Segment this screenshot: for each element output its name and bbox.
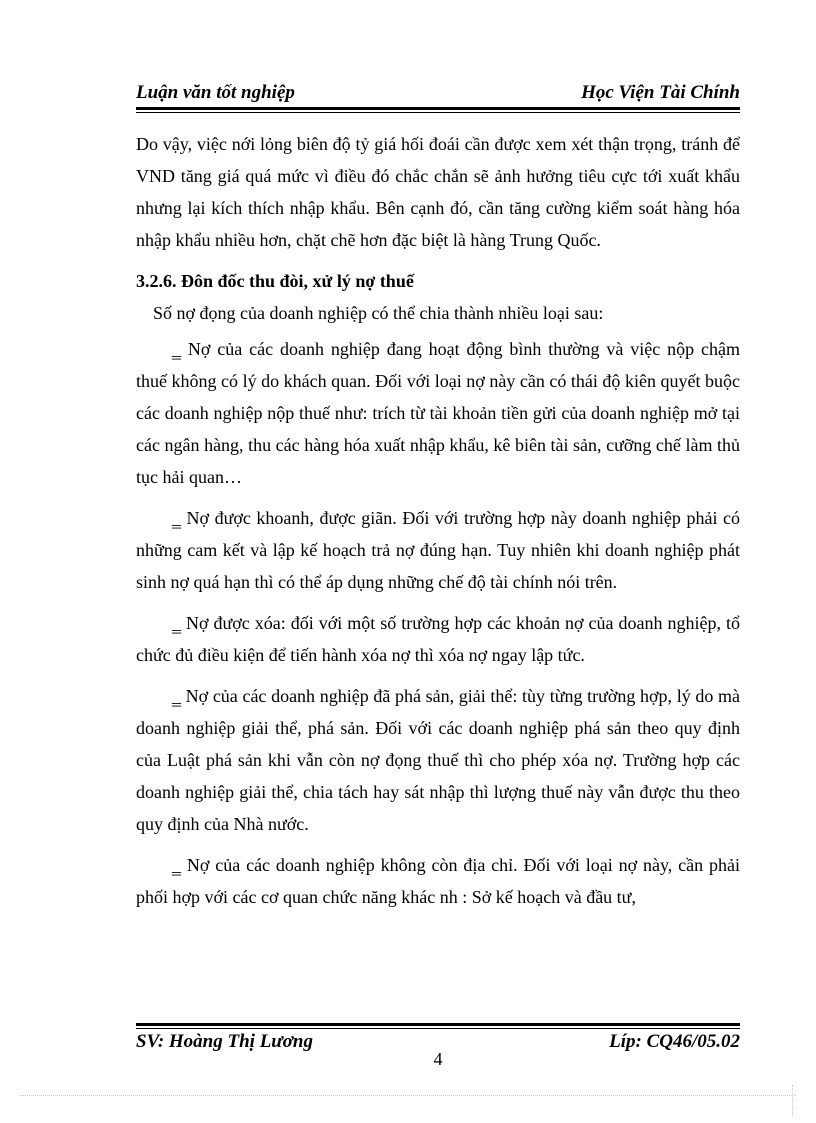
page-footer xyxy=(136,1023,740,1083)
paragraph-intro: Số nợ đọng của doanh nghiệp có thể chia thành nhiều loại sau: xyxy=(153,303,604,323)
page-body xyxy=(136,128,740,913)
page-number: 4 xyxy=(433,1049,443,1069)
footer-class-code: Líp: CQ46/05.02 xyxy=(609,1031,740,1052)
paragraph-exchange-rate: Do vậy, việc nới lỏng biên độ tỷ giá hối đoái cần được xem xét thận trọng, tránh để VND tăng giá quá mức vì điều đó chắc chắn sẽ ảnh hưởng tiêu cực tới xuất khẩu nhưng lại kích thích nhập khẩu. Bên cạnh đó, cần tăng cường kiểm soát hàng hóa nhập khẩu nhiều hơn, chặt chẽ hơn đặc biệt là hàng Trung Quốc. xyxy=(136,134,740,250)
list-item-deferred-debt: ‗ Nợ được khoanh, được giãn. Đối với trường hợp này doanh nghiệp phải có những cam kết và lập kế hoạch trả nợ đúng hạn. Tuy nhiên khi doanh nghiệp phát sinh nợ quá hạn thì có thể áp dụng những chế độ tài chính nói trên. xyxy=(136,508,740,592)
footer-student-name: SV: Hoàng Thị Lương xyxy=(136,1031,313,1052)
list-item-no-address-debt: ‗ Nợ của các doanh nghiệp không còn địa chỉ. Đối với loại nợ này, cần phải phối hợp với các cơ quan chức năng khác nh : Sở kế hoạch và đầu tư, xyxy=(136,855,740,907)
page-header xyxy=(136,82,740,112)
section-heading: 3.2.6. Đôn đốc thu đòi, xử lý nợ thuế xyxy=(136,271,414,291)
list-item-cancelled-debt: ‗ Nợ được xóa: đối với một số trường hợp các khoản nợ của doanh nghiệp, tổ chức đủ điều kiện để tiến hành xóa nợ thì xóa nợ ngay lập tức. xyxy=(136,613,740,665)
list-item-bankrupt-debt: ‗ Nợ của các doanh nghiệp đã phá sản, giải thể: tùy từng trường hợp, lý do mà doanh nghiệp giải thể, phá sản. Đối với các doanh nghiệp phá sản theo quy định của Luật phá sản khi vẫn còn nợ đọng thuế thì cho phép xóa nợ. Trường hợp các doanh nghiệp giải thể, chia tách hay sát nhập thì lượng thuế này vẫn được thu theo quy định của Nhà nước. xyxy=(136,686,740,834)
list-item-active-debt: ‗ Nợ của các doanh nghiệp đang hoạt động bình thường và việc nộp chậm thuế không có lý do khách quan. Đối với loại nợ này cần có thái độ kiên quyết buộc các doanh nghiệp nộp thuế như: trích từ tài khoản tiền gửi của doanh nghiệp mở tại các ngân hàng, thu các hàng hóa xuất nhập khẩu, kê biên tài sản, cưỡng chế làm thủ tục hải quan… xyxy=(136,339,740,487)
page-edge-dotted-line-vertical xyxy=(792,1085,793,1115)
header-thesis-label: Luận văn tốt nghiệp xyxy=(136,82,295,103)
header-institution: Học Viện Tài Chính xyxy=(581,82,740,103)
footer-rule-thin xyxy=(136,1028,740,1029)
footer-rule-thick xyxy=(136,1023,740,1026)
header-rule-thick xyxy=(136,107,740,110)
header-rule-thin xyxy=(136,112,740,113)
page-edge-dotted-line xyxy=(20,1095,796,1096)
